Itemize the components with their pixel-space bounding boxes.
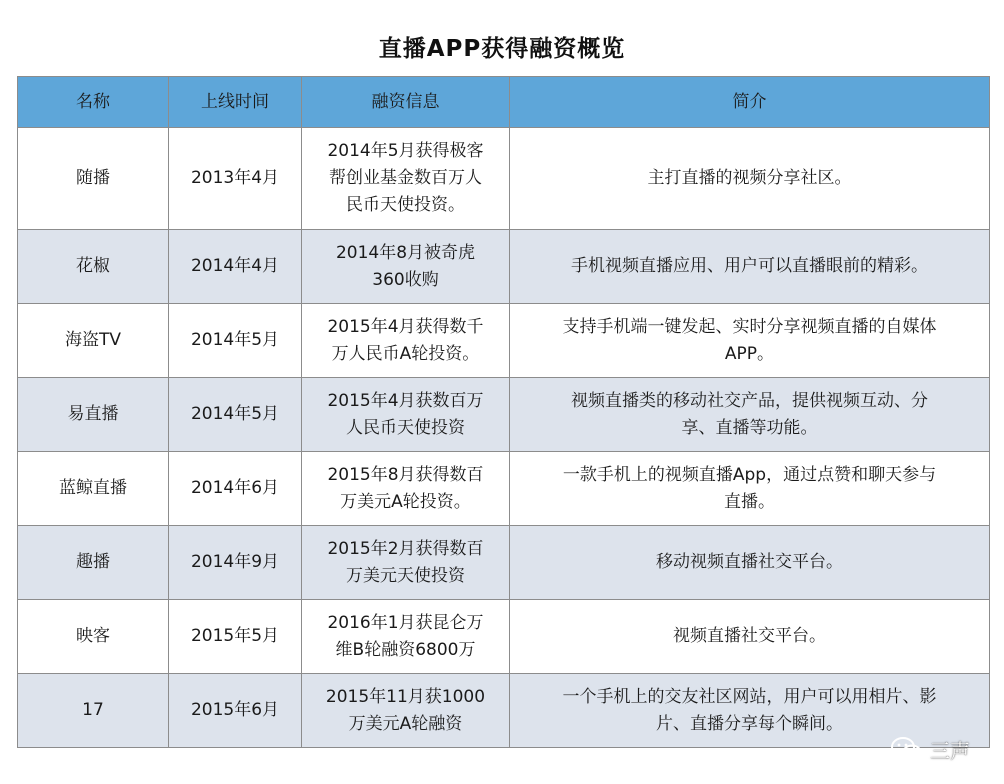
cell-launch-date: 2014年9月 — [169, 526, 302, 600]
cell-launch-date: 2014年5月 — [169, 378, 302, 452]
cell-name: 趣播 — [18, 526, 169, 600]
table-row — [18, 128, 990, 230]
cell-intro — [510, 230, 990, 304]
header-launch-date: 上线时间 — [169, 77, 302, 128]
intro-line: 一款手机上的视频直播App，通过点赞和聊天参与 — [562, 464, 937, 485]
cell-launch-date: 2015年6月 — [169, 674, 302, 748]
cell-launch-date: 2014年4月 — [169, 230, 302, 304]
funding-line: 万美元天使投资 — [346, 565, 465, 586]
funding-line: 2015年2月获得数百 — [327, 538, 484, 559]
watermark-text: 三声 — [930, 739, 970, 763]
intro-line: 视频直播类的移动社交产品，提供视频互动、分 — [571, 390, 928, 411]
cell-name: 17 — [18, 674, 169, 748]
cell-intro — [510, 304, 990, 378]
cell-launch-date: 2014年6月 — [169, 452, 302, 526]
funding-line: 2014年5月获得极客 — [327, 141, 484, 161]
header-intro: 简介 — [510, 77, 990, 128]
table-row — [18, 452, 990, 526]
cell-funding-info — [302, 128, 510, 230]
cell-name: 易直播 — [18, 378, 169, 452]
cell-name: 映客 — [18, 600, 169, 674]
funding-line: 2015年11月获1000 — [325, 686, 486, 707]
funding-line: 民币天使投资。 — [346, 195, 465, 215]
table-row — [18, 526, 990, 600]
intro-line: 直播。 — [724, 491, 775, 512]
table-row — [18, 674, 990, 748]
intro-line: 移动视频直播社交平台。 — [656, 552, 843, 572]
wechat-icon — [890, 736, 924, 764]
funding-line: 2014年8月被奇虎 — [335, 242, 476, 263]
cell-intro — [510, 452, 990, 526]
cell-name: 海盗TV — [18, 304, 169, 378]
intro-line: 视频直播社交平台。 — [673, 626, 826, 646]
intro-line: 享、直播等功能。 — [681, 417, 818, 438]
funding-line: 万人民币A轮投资。 — [331, 343, 480, 364]
cell-name: 花椒 — [18, 230, 169, 304]
cell-intro — [510, 600, 990, 674]
funding-line: 2015年4月获数百万 — [327, 390, 484, 411]
table-row — [18, 600, 990, 674]
table-row — [18, 230, 990, 304]
cell-funding-info — [302, 230, 510, 304]
funding-line: 人民币天使投资 — [346, 417, 465, 438]
intro-line: 支持手机端一键发起、实时分享视频直播的自媒体 — [562, 316, 937, 337]
watermark — [890, 735, 970, 764]
cell-funding-info — [302, 526, 510, 600]
intro-line: 手机视频直播应用、用户可以直播眼前的精彩。 — [571, 256, 928, 276]
funding-line: 万美元A轮融资 — [348, 713, 463, 734]
header-funding-info: 融资信息 — [302, 77, 510, 128]
page-title: 直播APP获得融资概览 — [378, 36, 626, 62]
table-body — [18, 128, 990, 748]
cell-name: 随播 — [18, 128, 169, 230]
header-name: 名称 — [18, 77, 169, 128]
funding-line: 维B轮融资6800万 — [335, 639, 476, 660]
cell-launch-date: 2014年5月 — [169, 304, 302, 378]
cell-intro — [510, 378, 990, 452]
cell-intro — [510, 526, 990, 600]
cell-funding-info — [302, 674, 510, 748]
cell-name: 蓝鲸直播 — [18, 452, 169, 526]
funding-line: 2015年4月获得数千 — [327, 316, 484, 337]
table-row — [18, 304, 990, 378]
cell-intro — [510, 128, 990, 230]
cell-funding-info — [302, 600, 510, 674]
cell-launch-date: 2013年4月 — [169, 128, 302, 230]
cell-launch-date: 2015年5月 — [169, 600, 302, 674]
funding-line: 2016年1月获昆仑万 — [327, 612, 484, 633]
cell-funding-info — [302, 452, 510, 526]
intro-line: APP。 — [724, 343, 775, 364]
intro-line: 主打直播的视频分享社区。 — [647, 168, 852, 188]
table-header-row — [18, 77, 990, 128]
intro-line: 片、直播分享每个瞬间。 — [656, 713, 843, 734]
cell-funding-info — [302, 378, 510, 452]
funding-line: 万美元A轮投资。 — [340, 491, 471, 512]
funding-line: 帮创业基金数百万人 — [329, 168, 482, 188]
table-row — [18, 378, 990, 452]
funding-table — [17, 76, 990, 748]
funding-line: 2015年8月获得数百 — [327, 464, 484, 485]
cell-funding-info — [302, 304, 510, 378]
intro-line: 一个手机上的交友社区网站，用户可以用相片、影 — [562, 686, 937, 707]
funding-line: 360收购 — [372, 269, 439, 290]
